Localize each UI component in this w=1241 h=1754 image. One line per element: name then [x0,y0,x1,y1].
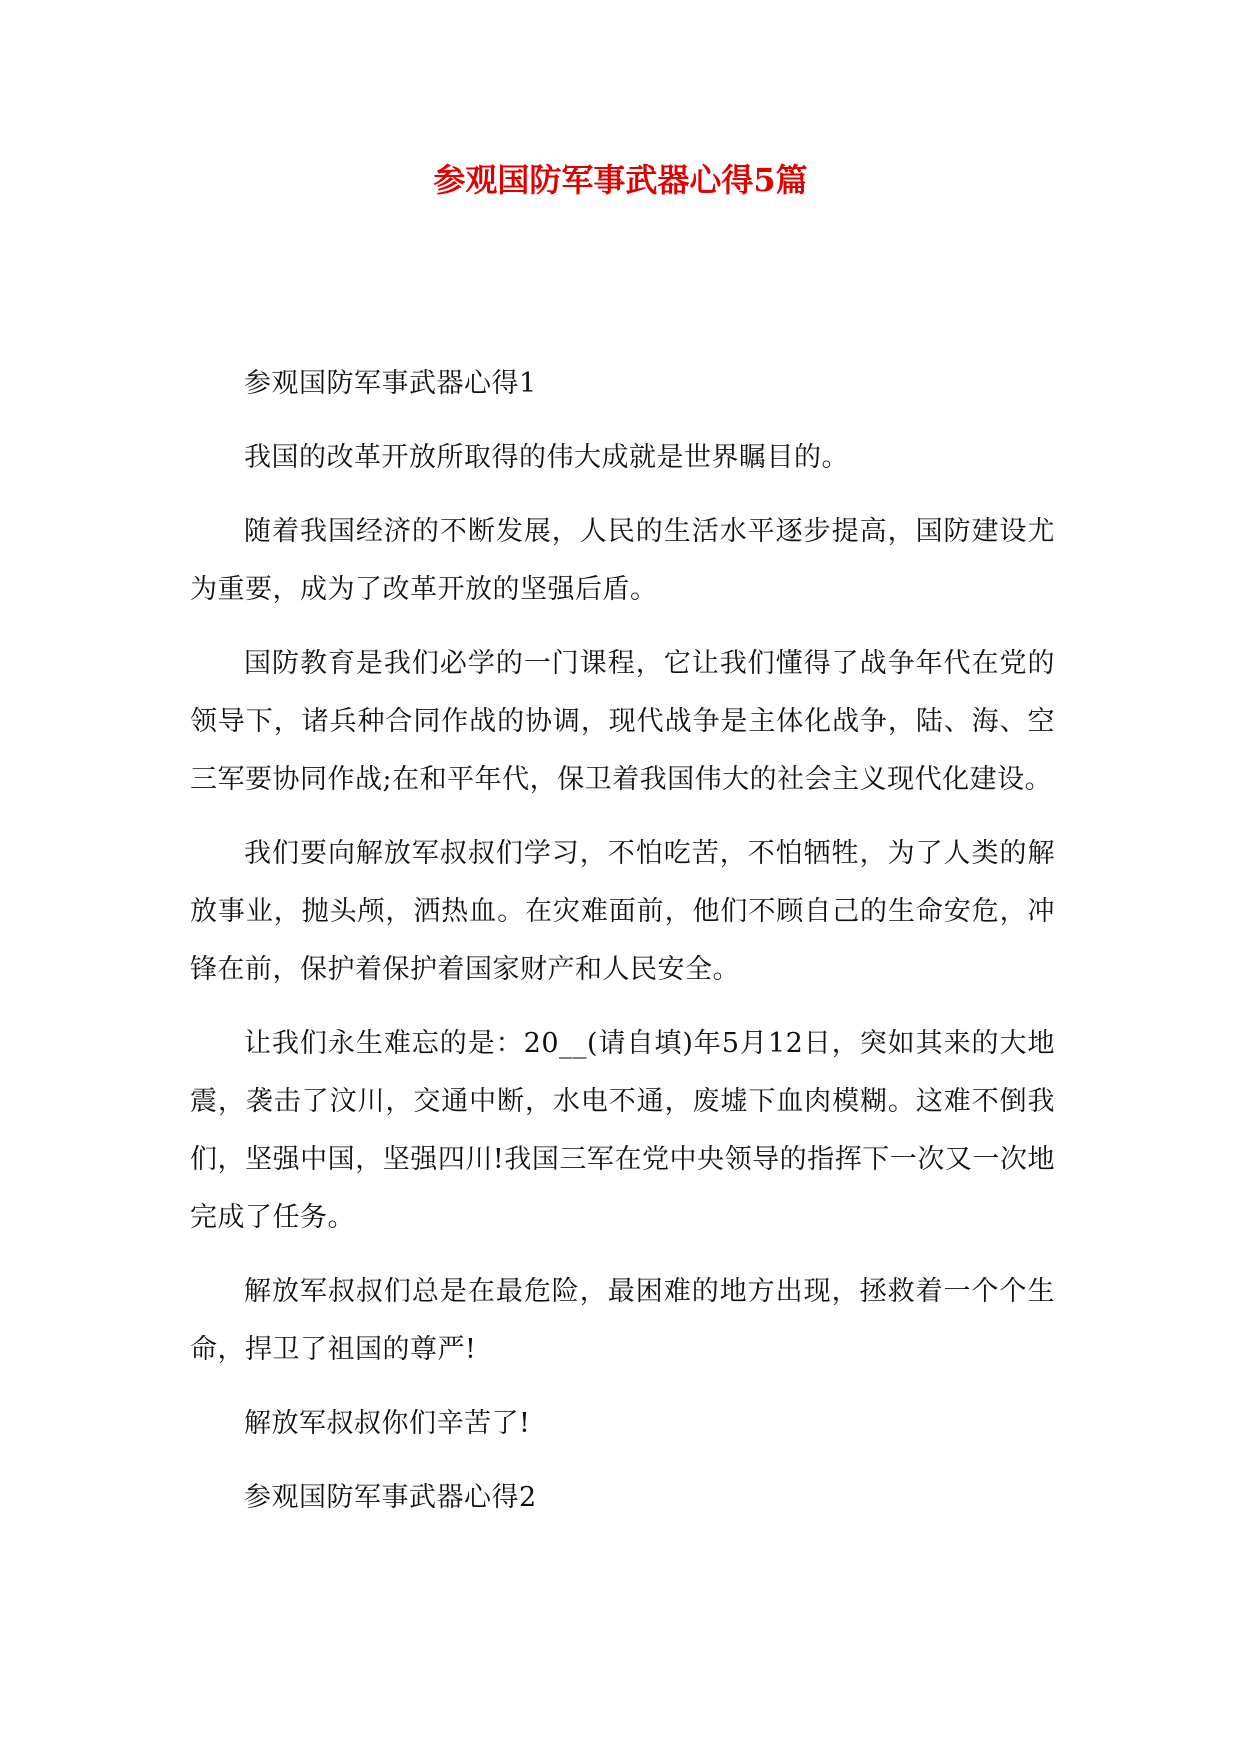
paragraph: 我们要向解放军叔叔们学习，不怕吃苦，不怕牺牲，为了人类的解放事业，抛头颅，洒热血。在灾难面前，他们不顾自己的生命安危，冲锋在前，保护着保护着国家财产和人民安全。 [190,838,1055,985]
document-body [190,355,1055,1543]
document-title: 参观国防军事武器心得5篇 [433,161,808,199]
paragraph: 让我们永生难忘的是：20__(请自填)年5月12日，突如其来的大地震，袭击了汶川，交通中断，水电不通，废墟下血肉模糊。这难不倒我们，坚强中国，坚强四川!我国三军在党中央领导的指挥下一次又一次地完成了任务。 [190,1028,1055,1233]
section-heading-2: 参观国防军事武器心得2 [244,1482,537,1513]
paragraph: 解放军叔叔们总是在最危险，最困难的地方出现，拯救着一个个生命，捍卫了祖国的尊严! [190,1276,1055,1365]
section-heading-1: 参观国防军事武器心得1 [244,368,537,399]
paragraph: 国防教育是我们必学的一门课程，它让我们懂得了战争年代在党的领导下，诸兵种合同作战的协调，现代战争是主体化战争，陆、海、空三军要协同作战;在和平年代，保卫着我国伟大的社会主义现代化建设。 [190,648,1055,795]
paragraph: 解放军叔叔你们辛苦了! [244,1408,531,1439]
paragraph: 随着我国经济的不断发展，人民的生活水平逐步提高，国防建设尤为重要，成为了改革开放的坚强后盾。 [190,516,1055,605]
paragraph: 我国的改革开放所取得的伟大成就是世界瞩目的。 [244,442,849,473]
